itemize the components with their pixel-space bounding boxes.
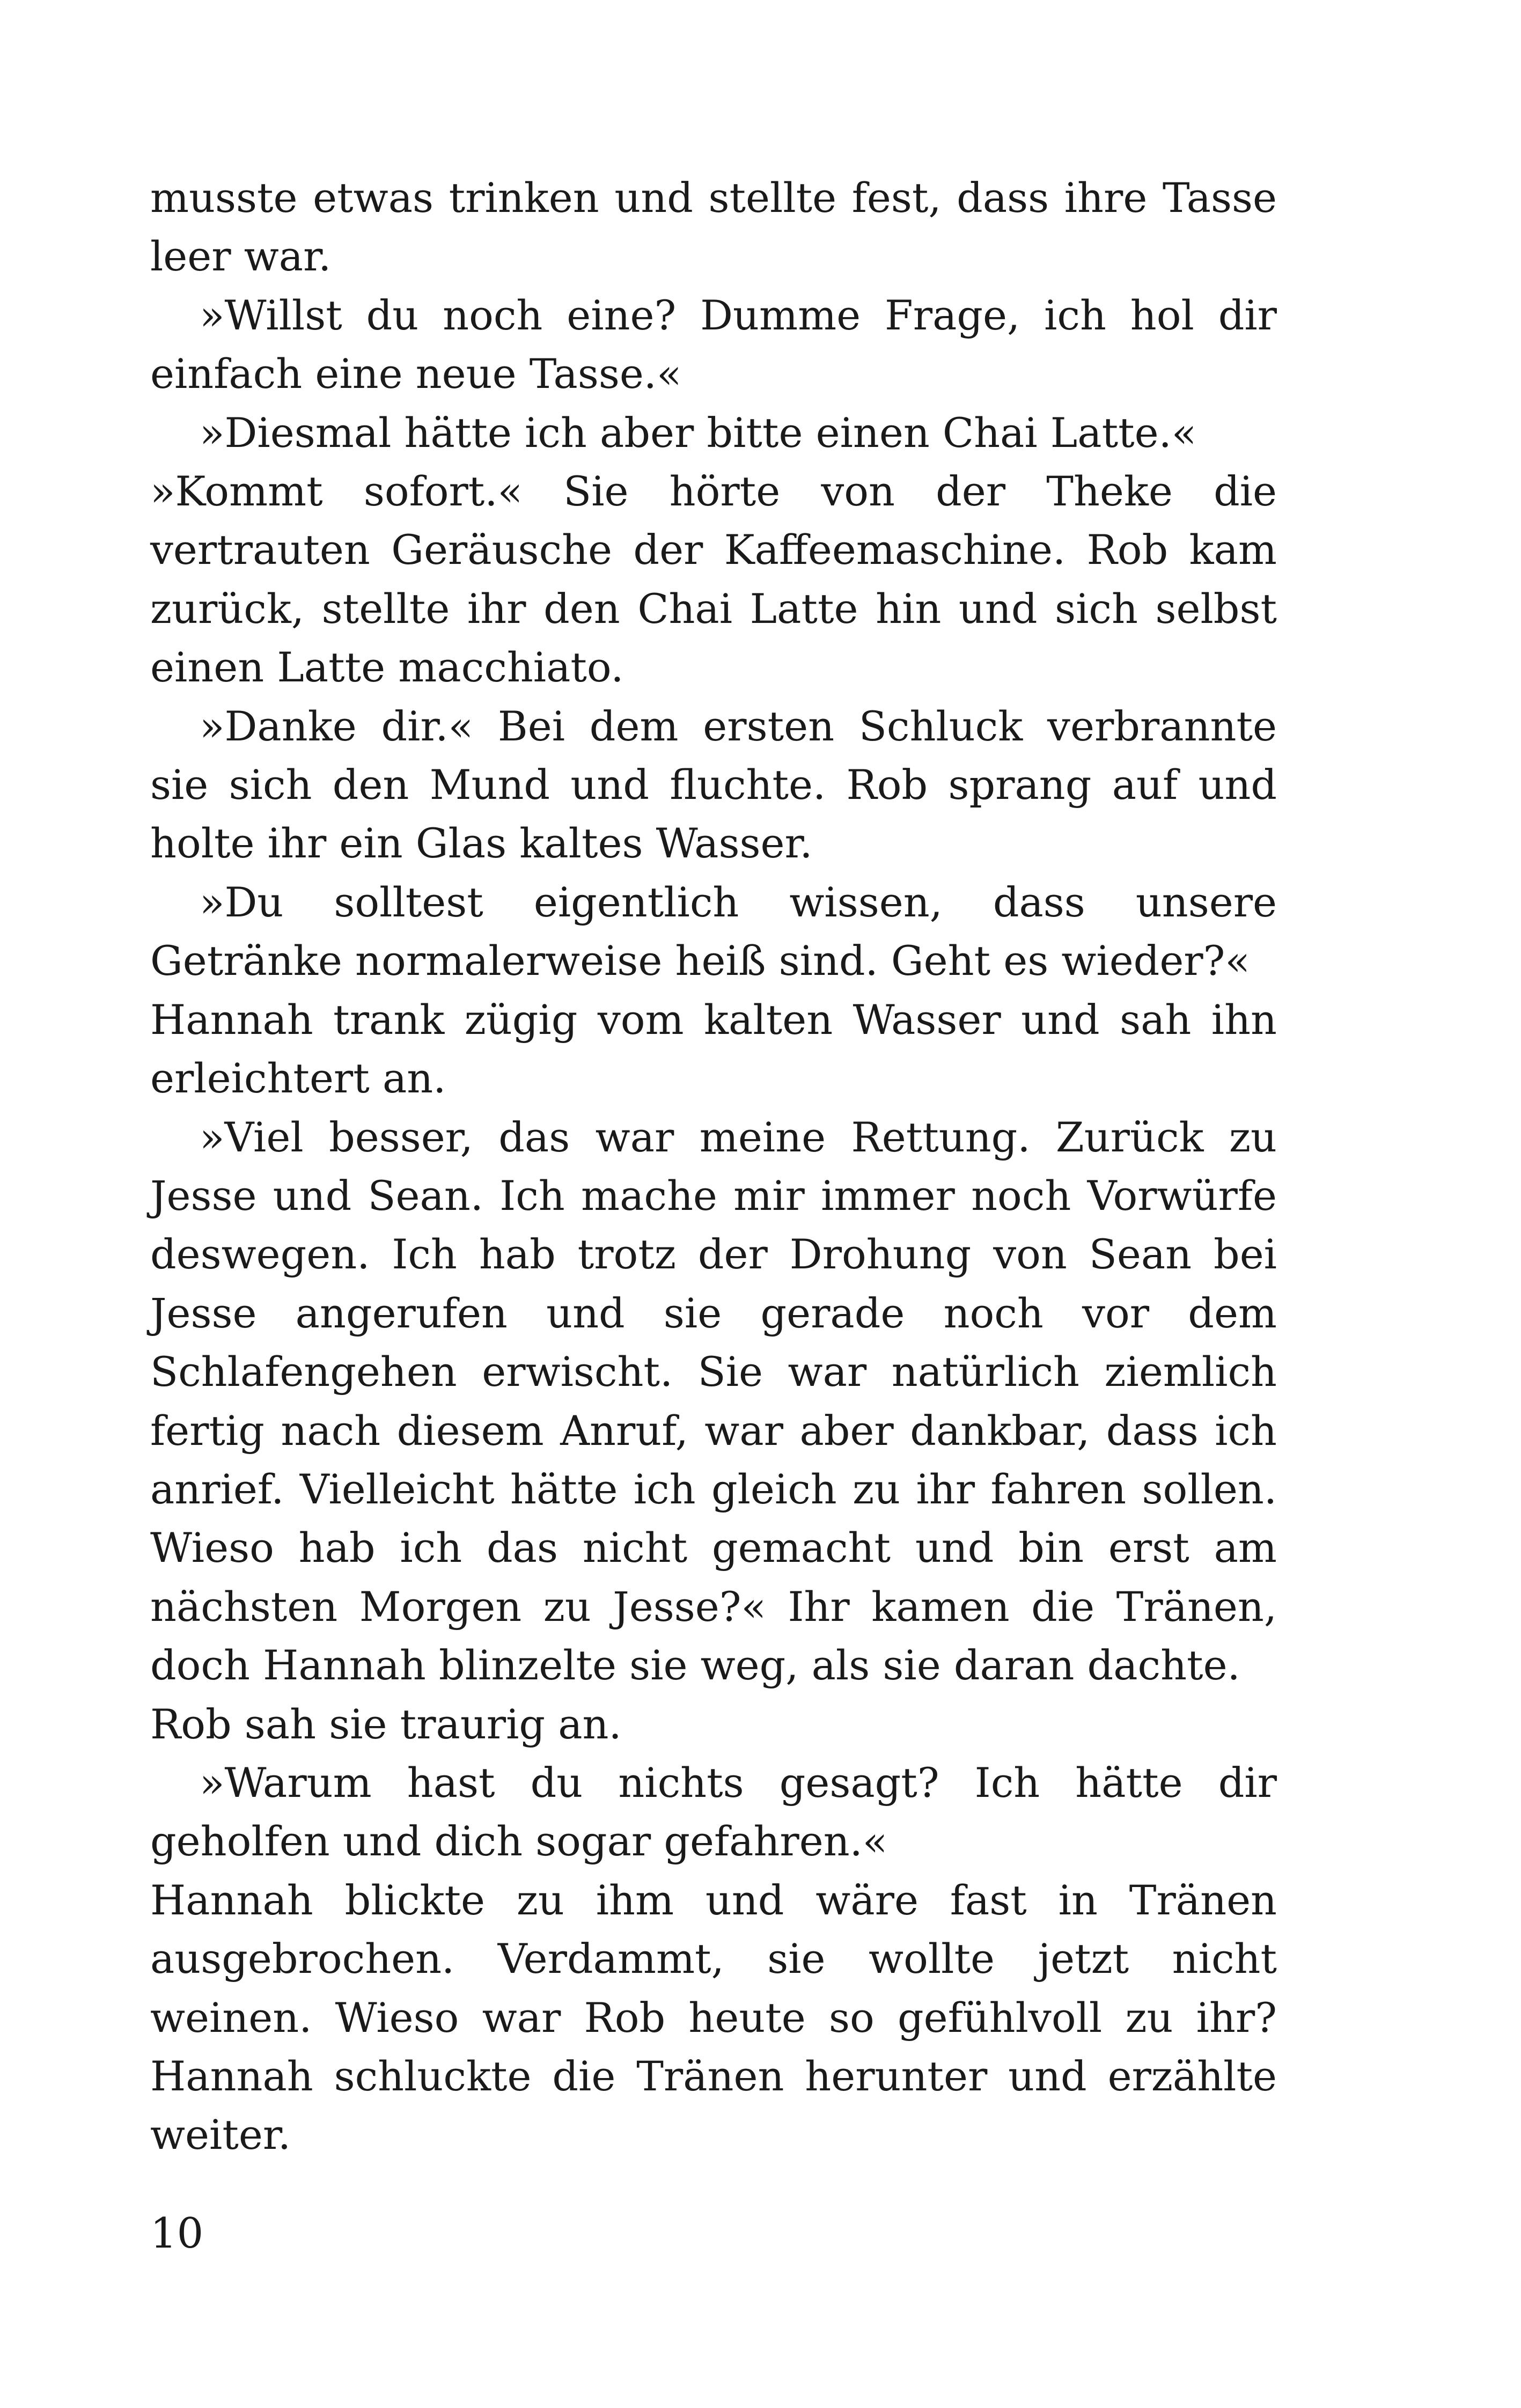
paragraph: »Du solltest eigentlich wissen, dass unsere Getränke normalerweise heiß sind. Geht es wieder?«: [150, 878, 1277, 985]
paragraph: »Danke dir.« Bei dem ersten Schluck verbrannte sie sich den Mund und fluchte. Rob sprang auf und holte ihr ein Glas kaltes Wasser.: [150, 702, 1277, 868]
paragraph: »Willst du noch eine? Dumme Frage, ich hol dir einfach eine neue Tasse.«: [150, 291, 1277, 398]
paragraph: Rob sah sie traurig an.: [150, 1700, 622, 1748]
paragraph: Hannah blickte zu ihm und wäre fast in Tränen ausgebrochen. Verdammt, sie wollte jetzt nicht weinen. Wieso war Rob heute so gefühlvoll zu ihr? Hannah schluckte die Tränen herunter und erzählte weiter.: [150, 1876, 1277, 2159]
paragraph: »Kommt sofort.« Sie hörte von der Theke die vertrauten Geräusche der Kaffeemaschine. Rob kam zurück, stellte ihr den Chai Latte hin und sich selbst einen Latte macchiato.: [150, 467, 1277, 692]
page-number: 10: [150, 2209, 204, 2258]
paragraph: »Warum hast du nichts gesagt? Ich hätte dir geholfen und dich sogar gefahren.«: [150, 1758, 1277, 1866]
paragraph: musste etwas trinken und stellte fest, dass ihre Tasse leer war.: [150, 174, 1277, 281]
paragraph: »Diesmal hätte ich aber bitte einen Chai Latte.«: [200, 408, 1197, 457]
paragraph: Hannah trank zügig vom kalten Wasser und sah ihn erleichtert an.: [150, 995, 1277, 1103]
body-text: [150, 168, 1277, 2164]
paragraph: »Viel besser, das war meine Rettung. Zurück zu Jesse und Sean. Ich mache mir immer noch Vorwürfe deswegen. Ich hab trotz der Drohung von Sean bei Jesse angerufen und sie gerade noch vor dem Schlafengehen erwischt. Sie war natürlich ziemlich fertig nach diesem Anruf, war aber dankbar, dass ich anrief. Vielleicht hätte ich gleich zu ihr fahren sollen. Wieso hab ich das nicht gemacht und bin erst am nächsten Morgen zu Jesse?« Ihr kamen die Tränen, doch Hannah blinzelte sie weg, als sie daran dachte.: [150, 1113, 1277, 1690]
